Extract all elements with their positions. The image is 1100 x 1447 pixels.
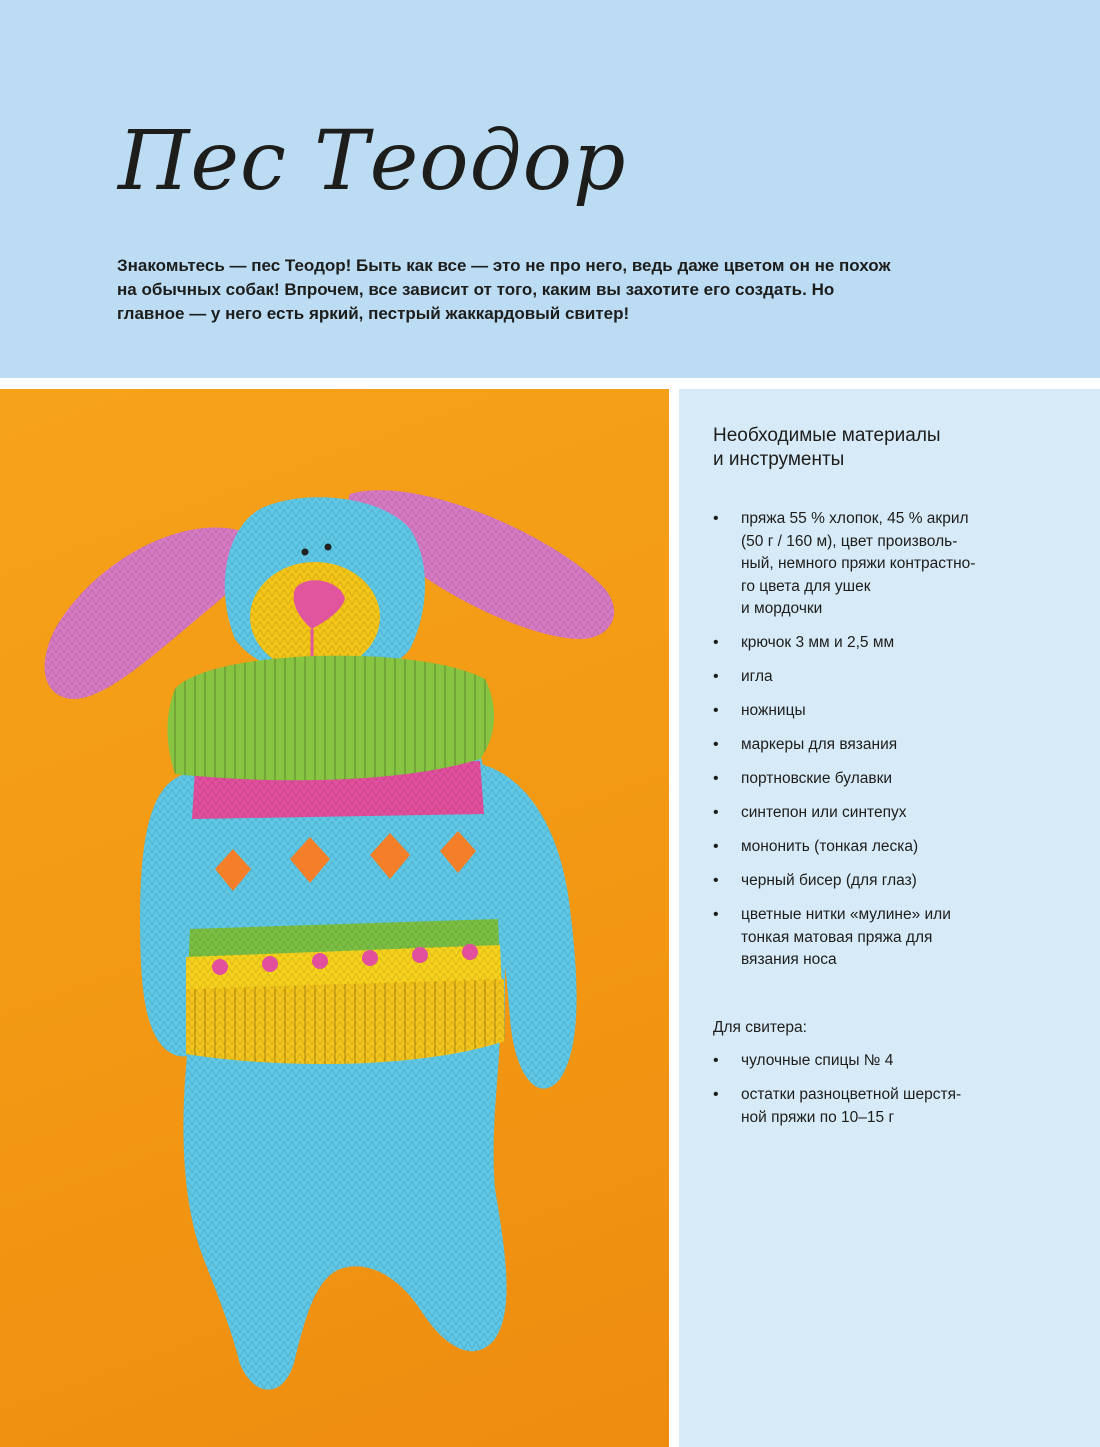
toy-body [183, 1029, 506, 1390]
right-eye [325, 544, 332, 551]
list-item-line: • пряжа 55 % хлопок, 45 % акрил [741, 510, 969, 527]
list-item-line: и мордочки [741, 600, 823, 617]
list-item-line: тонкая матовая пряжа для [741, 928, 933, 946]
list-item-line: • черный бисер (для глаз) [741, 872, 917, 889]
list-item-line: го цвета для ушек [741, 577, 871, 595]
list-item [713, 666, 1033, 689]
materials-heading-line: Необходимые материалы [713, 425, 941, 446]
list-item-line: • мононить (тонкая леска) [741, 838, 919, 855]
intro-line: на обычных собак! Впрочем, все зависит от того, каким вы захотите его создать. Но [117, 280, 835, 299]
list-item [713, 836, 1033, 859]
page-title: Пес Теодор [118, 114, 627, 209]
sweater-materials-list [713, 1050, 1033, 1141]
list-item-line: ный, немного пряжи контрастно- [741, 555, 976, 572]
list-item [713, 734, 1033, 757]
list-item [713, 508, 1033, 621]
materials-list [713, 508, 1033, 983]
list-item-line: вязания носа [741, 951, 837, 968]
list-item [713, 632, 1033, 655]
list-item-line: • портновские булавки [741, 770, 893, 787]
materials-heading-line: и инструменты [713, 449, 845, 470]
materials-heading [713, 424, 1033, 472]
toy-head [225, 497, 425, 678]
list-item-line: • игла [741, 668, 773, 685]
sweater-heading: Для свитера: [713, 1019, 807, 1036]
list-item [713, 1084, 1033, 1129]
list-item-line: • крючок 3 мм и 2,5 мм [741, 634, 895, 651]
list-item-line: • цветные нитки «мулине» или [741, 906, 951, 923]
intro-paragraph [117, 254, 1047, 326]
list-item [713, 768, 1033, 791]
list-item-line: • чулочные спицы № 4 [741, 1052, 894, 1069]
crochet-dog-illustration [0, 389, 669, 1447]
list-item [713, 1050, 1033, 1073]
turtleneck-collar [168, 656, 495, 781]
list-item [713, 904, 1033, 972]
list-item [713, 802, 1033, 825]
list-item-line: (50 г / 160 м), цвет произволь- [741, 532, 958, 550]
list-item-line: • маркеры для вязания [741, 736, 898, 753]
list-item-line: • синтепон или синтепух [741, 804, 907, 821]
list-item-line: • остатки разноцветной шерстя- [741, 1086, 962, 1103]
list-item [713, 870, 1033, 893]
left-eye [302, 549, 309, 556]
list-item [713, 700, 1033, 723]
list-item-line: • ножницы [741, 702, 806, 719]
list-item-line: ной пряжи по 10–15 г [741, 1108, 895, 1126]
intro-line: Знакомьтесь — пес Теодор! Быть как все — это не про него, ведь даже цветом он не похож [117, 256, 891, 275]
jacquard-sweater [180, 754, 505, 1064]
toy-photo [0, 389, 669, 1447]
intro-line: главное — у него есть яркий, пестрый жаккардовый свитер! [117, 304, 630, 323]
header-band [0, 0, 1100, 378]
